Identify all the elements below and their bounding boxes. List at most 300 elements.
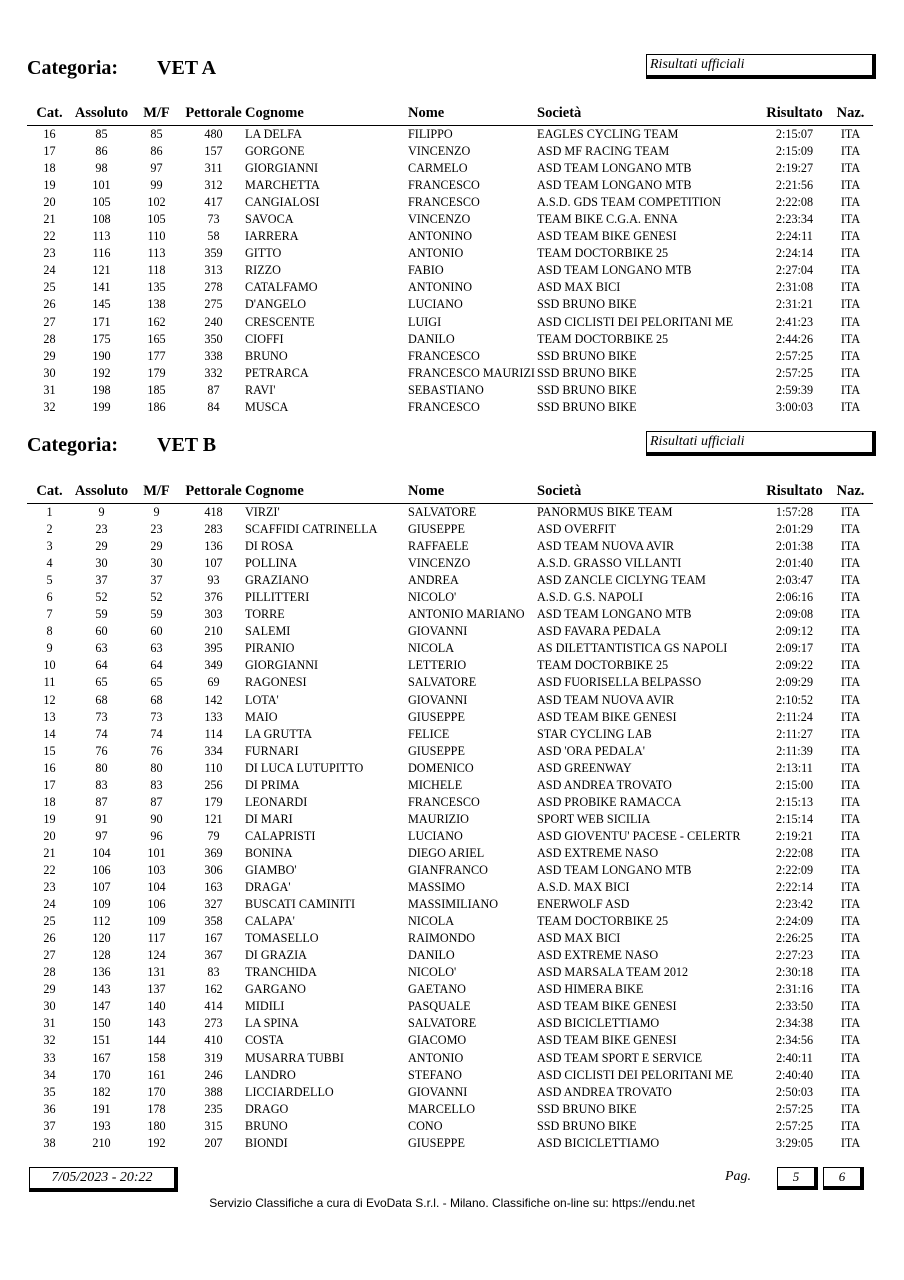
cell-cat: 22 [43, 863, 56, 877]
cell-risultato: 1:57:28 [775, 505, 814, 520]
cell-pettorale: 107 [204, 556, 223, 571]
table-row [27, 657, 873, 674]
cell-societa: ASD OVERFIT [537, 522, 616, 537]
cell-naz: ITA [840, 777, 861, 792]
cell-naz: ITA [840, 999, 861, 1014]
table-row [27, 998, 873, 1015]
column-header-naz: Naz. [836, 482, 865, 499]
cell-nome: NICOLA [408, 914, 455, 929]
table-header [27, 479, 873, 504]
cell-assoluto: 52 [95, 590, 108, 605]
cell-risultato: 2:11:27 [776, 726, 813, 741]
cell-cognome: LA DELFA [245, 127, 302, 142]
cell-risultato: 2:22:14 [775, 880, 814, 895]
cell-pettorale: 240 [204, 314, 223, 329]
cell-nome: FRANCESCO [408, 178, 480, 193]
cell-assoluto: 91 [95, 811, 108, 826]
cell-cognome: CALAPRISTI [245, 828, 316, 843]
table-row [27, 930, 873, 947]
cell-societa: ASD TEAM LONGANO MTB [537, 161, 692, 176]
column-header-nome: Nome [408, 104, 445, 121]
cell-cognome: RAGONESI [245, 675, 307, 690]
cell-mf: 83 [150, 777, 163, 792]
cell-societa: EAGLES CYCLING TEAM [537, 127, 679, 142]
cell-nome: GIUSEPPE [408, 522, 465, 537]
cell-cognome: GIAMBO' [245, 863, 297, 877]
cell-assoluto: 116 [92, 246, 111, 261]
cell-naz: ITA [840, 331, 861, 346]
cell-nome: SEBASTIANO [408, 382, 484, 397]
table-row [27, 640, 873, 657]
cell-cat: 24 [43, 263, 56, 278]
cell-nome: GIUSEPPE [408, 709, 465, 724]
cell-assoluto: 23 [95, 522, 108, 537]
cell-societa: ASD MF RACING TEAM [537, 144, 670, 159]
table-row [27, 1135, 873, 1152]
cell-mf: 105 [147, 212, 166, 227]
cell-nome: ANTONINO [408, 229, 473, 244]
column-header-cat: Cat. [36, 104, 63, 121]
cell-cognome: GIORGIANNI [245, 161, 319, 176]
cell-risultato: 2:57:25 [775, 365, 814, 380]
cell-mf: 9 [153, 505, 160, 520]
table-row [27, 794, 873, 811]
column-header-risultato: Risultato [766, 482, 823, 499]
cell-nome: GIUSEPPE [408, 1135, 465, 1150]
cell-cat: 13 [43, 709, 56, 724]
official-results-box: Risultati ufficiali [646, 431, 876, 456]
cell-risultato: 2:40:11 [776, 1050, 813, 1065]
cell-mf: 180 [147, 1118, 166, 1133]
cell-pettorale: 358 [204, 914, 223, 929]
cell-assoluto: 59 [95, 607, 108, 622]
cell-societa: ASD TEAM LONGANO MTB [537, 178, 692, 193]
cell-mf: 185 [147, 382, 166, 397]
cell-naz: ITA [840, 263, 861, 278]
cell-assoluto: 63 [95, 641, 108, 656]
cell-nome: MASSIMO [408, 880, 465, 895]
cell-societa: ASD CICLISTI DEI PELORITANI ME [537, 1067, 734, 1082]
cell-cat: 19 [43, 178, 56, 193]
cell-cognome: BRUNO [245, 348, 288, 363]
cell-risultato: 2:15:00 [775, 777, 814, 792]
cell-risultato: 2:19:27 [775, 161, 814, 176]
cell-pettorale: 369 [204, 845, 223, 860]
cell-pettorale: 273 [204, 1016, 223, 1031]
cell-cognome: RIZZO [245, 263, 281, 278]
cell-cat: 38 [43, 1135, 56, 1150]
table-row [27, 348, 873, 365]
cell-mf: 117 [147, 931, 166, 946]
cell-cognome: CRESCENTE [245, 314, 315, 329]
cell-mf: 192 [147, 1135, 166, 1150]
cell-assoluto: 108 [92, 212, 111, 227]
cell-assoluto: 136 [92, 965, 111, 980]
cell-mf: 76 [150, 743, 163, 758]
cell-nome: ANTONIO MARIANO [408, 607, 525, 622]
cell-nome: MARCELLO [408, 1101, 476, 1116]
table-row [27, 160, 873, 177]
table-row [27, 589, 873, 606]
cell-cat: 16 [43, 760, 56, 775]
table-row [27, 879, 873, 896]
cell-mf: 101 [147, 845, 166, 860]
cell-societa: A.S.D. GRASSO VILLANTI [537, 556, 682, 571]
table-row [27, 726, 873, 743]
cell-societa: TEAM BIKE C.G.A. ENNA [537, 212, 678, 227]
official-results-box: Risultati ufficiali [646, 54, 876, 79]
table-row [27, 862, 873, 879]
cell-cat: 36 [43, 1101, 56, 1116]
cell-mf: 106 [147, 897, 166, 912]
cell-cognome: SALEMI [245, 624, 291, 639]
cell-naz: ITA [840, 144, 861, 159]
cell-naz: ITA [840, 195, 861, 210]
table-row [27, 211, 873, 228]
table-row [27, 538, 873, 555]
cell-cat: 23 [43, 880, 56, 895]
cell-pettorale: 256 [204, 777, 223, 792]
cell-pettorale: 114 [204, 726, 223, 741]
cell-risultato: 2:15:13 [775, 794, 814, 809]
cell-risultato: 2:27:23 [775, 948, 814, 963]
cell-cat: 22 [43, 229, 56, 244]
cell-naz: ITA [840, 607, 861, 622]
table-row [27, 1032, 873, 1049]
cell-cat: 4 [46, 556, 53, 571]
cell-cat: 14 [43, 726, 56, 741]
table-row [27, 828, 873, 845]
table-row [27, 194, 873, 211]
cell-cognome: VIRZI' [245, 505, 280, 520]
cell-pettorale: 79 [207, 828, 220, 843]
cell-assoluto: 64 [95, 658, 108, 673]
cell-nome: NICOLA [408, 641, 455, 656]
cell-societa: SSD BRUNO BIKE [537, 382, 637, 397]
cell-naz: ITA [840, 1084, 861, 1099]
cell-mf: 63 [150, 641, 163, 656]
cell-assoluto: 128 [92, 948, 111, 963]
cell-assoluto: 98 [95, 161, 108, 176]
cell-societa: A.S.D. G.S. NAPOLI [537, 590, 643, 605]
cell-nome: VINCENZO [408, 556, 471, 571]
cell-risultato: 2:27:04 [775, 263, 814, 278]
cell-cognome: LANDRO [245, 1067, 296, 1082]
cell-cognome: MUSARRA TUBBI [245, 1050, 344, 1065]
cell-nome: FILIPPO [408, 127, 453, 142]
table-row [27, 964, 873, 981]
cell-pettorale: 246 [204, 1067, 223, 1082]
category-label: Categoria: [27, 57, 119, 79]
cell-assoluto: 37 [95, 573, 108, 588]
cell-assoluto: 104 [92, 845, 111, 860]
column-header-cat: Cat. [36, 482, 63, 499]
cell-societa: ASD TEAM LONGANO MTB [537, 263, 692, 278]
cell-mf: 138 [147, 297, 166, 312]
cell-assoluto: 198 [92, 382, 111, 397]
cell-nome: ANTONINO [408, 280, 473, 295]
cell-pettorale: 480 [204, 127, 223, 142]
cell-societa: ASD FUORISELLA BELPASSO [537, 675, 702, 690]
table-row [27, 296, 873, 313]
table-row [27, 245, 873, 262]
cell-cat: 25 [43, 914, 56, 929]
cell-pettorale: 327 [204, 897, 223, 912]
cell-naz: ITA [840, 845, 861, 860]
cell-cat: 18 [43, 794, 56, 809]
cell-societa: ASD MAX BICI [537, 931, 621, 946]
cell-cat: 16 [43, 127, 56, 142]
cell-risultato: 2:31:21 [775, 297, 814, 312]
cell-naz: ITA [840, 1067, 861, 1082]
cell-societa: ENERWOLF ASD [537, 897, 630, 912]
cell-pettorale: 414 [204, 999, 223, 1014]
category-title [27, 434, 216, 457]
cell-risultato: 2:22:08 [775, 195, 814, 210]
cell-assoluto: 101 [92, 178, 111, 193]
cell-societa: ASD GIOVENTU' PACESE - CELERTR [537, 828, 741, 843]
cell-mf: 87 [150, 794, 163, 809]
cell-risultato: 2:24:14 [775, 246, 814, 261]
table-row [27, 365, 873, 382]
cell-nome: VINCENZO [408, 144, 471, 159]
cell-societa: ASD ANDREA TROVATO [537, 1084, 672, 1099]
cell-assoluto: 85 [95, 127, 108, 142]
cell-cat: 35 [43, 1084, 56, 1099]
column-header-societa: Società [537, 104, 582, 121]
table-row [27, 913, 873, 930]
cell-assoluto: 170 [92, 1067, 111, 1082]
cell-mf: 99 [150, 178, 163, 193]
cell-cognome: PIRANIO [245, 641, 295, 656]
cell-risultato: 2:13:11 [776, 760, 813, 775]
cell-naz: ITA [840, 229, 861, 244]
cell-assoluto: 190 [92, 348, 111, 363]
cell-naz: ITA [840, 505, 861, 520]
cell-naz: ITA [840, 931, 861, 946]
cell-risultato: 2:24:09 [775, 914, 814, 929]
table-row [27, 382, 873, 399]
cell-risultato: 3:00:03 [775, 399, 814, 414]
cell-cognome: MIDILI [245, 999, 285, 1014]
table-row [27, 606, 873, 623]
cell-pettorale: 162 [204, 982, 223, 997]
cell-pettorale: 376 [204, 590, 223, 605]
cell-mf: 90 [150, 811, 163, 826]
cell-nome: DIEGO ARIEL [408, 845, 485, 860]
cell-cat: 17 [43, 777, 56, 792]
cell-risultato: 2:10:52 [775, 692, 814, 707]
cell-mf: 68 [150, 692, 163, 707]
cell-pettorale: 349 [204, 658, 223, 673]
cell-cognome: CALAPA' [245, 914, 295, 929]
category-name: VET A [157, 57, 217, 79]
cell-assoluto: 120 [92, 931, 111, 946]
cell-cognome: DI LUCA LUTUPITTO [245, 760, 364, 775]
cell-pettorale: 133 [204, 709, 223, 724]
cell-cognome: GARGANO [245, 982, 306, 997]
cell-societa: ASD EXTREME NASO [537, 948, 659, 963]
cell-nome: ANTONIO [408, 246, 464, 261]
cell-cat: 34 [43, 1067, 56, 1082]
cell-naz: ITA [840, 1118, 861, 1133]
cell-cognome: DI ROSA [245, 539, 294, 554]
cell-assoluto: 167 [92, 1050, 111, 1065]
cell-cat: 21 [43, 212, 56, 227]
cell-mf: 118 [147, 263, 166, 278]
column-header-risultato: Risultato [766, 104, 823, 121]
cell-naz: ITA [840, 624, 861, 639]
cell-cognome: D'ANGELO [245, 297, 307, 312]
cell-assoluto: 210 [92, 1135, 111, 1150]
cell-mf: 109 [147, 914, 166, 929]
table-row [27, 331, 873, 348]
table-row [27, 1050, 873, 1067]
cell-naz: ITA [840, 348, 861, 363]
cell-risultato: 2:15:07 [775, 127, 814, 142]
cell-pettorale: 73 [207, 212, 220, 227]
column-header-cognome: Cognome [245, 104, 304, 121]
table-body [27, 126, 873, 416]
cell-mf: 161 [147, 1067, 166, 1082]
cell-cat: 26 [43, 297, 56, 312]
cell-societa: SSD BRUNO BIKE [537, 399, 637, 414]
cell-nome: GIACOMO [408, 1033, 467, 1048]
cell-cat: 18 [43, 161, 56, 176]
cell-nome: GAETANO [408, 982, 466, 997]
cell-societa: ASD ZANCLE CICLYNG TEAM [537, 573, 706, 588]
cell-cognome: PILLITTERI [245, 590, 310, 605]
column-header-naz: Naz. [836, 104, 865, 121]
cell-pettorale: 179 [204, 794, 223, 809]
cell-cognome: SAVOCA [245, 212, 294, 227]
table-row [27, 709, 873, 726]
column-header-pettorale: Pettorale [185, 482, 242, 499]
cell-nome: LUCIANO [408, 297, 463, 312]
cell-cat: 20 [43, 828, 56, 843]
cell-nome: VINCENZO [408, 212, 471, 227]
cell-societa: ASD TEAM SPORT E SERVICE [537, 1050, 703, 1065]
cell-naz: ITA [840, 914, 861, 929]
cell-mf: 137 [147, 982, 166, 997]
cell-assoluto: 83 [95, 777, 108, 792]
cell-cat: 21 [43, 845, 56, 860]
cell-pettorale: 275 [204, 297, 223, 312]
table-row [27, 811, 873, 828]
table-row [27, 1067, 873, 1084]
cell-societa: ASD TEAM BIKE GENESI [537, 1033, 677, 1048]
table-row [27, 623, 873, 640]
cell-cat: 33 [43, 1050, 56, 1065]
cell-pettorale: 210 [204, 624, 223, 639]
cell-cat: 8 [46, 624, 53, 639]
cell-nome: SALVATORE [408, 505, 477, 520]
cell-nome: FELICE [408, 726, 450, 741]
cell-assoluto: 171 [92, 314, 111, 329]
cell-societa: SSD BRUNO BIKE [537, 365, 637, 380]
cell-societa: ASD FAVARA PEDALA [537, 624, 661, 639]
cell-nome: LUIGI [408, 314, 442, 329]
cell-risultato: 2:44:26 [775, 331, 814, 346]
cell-nome: ANDREA [408, 573, 459, 588]
cell-naz: ITA [840, 399, 861, 414]
cell-cognome: LA GRUTTA [245, 726, 313, 741]
cell-assoluto: 76 [95, 743, 108, 758]
cell-risultato: 2:22:09 [775, 863, 814, 877]
cell-cat: 37 [43, 1118, 56, 1133]
cell-naz: ITA [840, 297, 861, 312]
cell-assoluto: 192 [92, 365, 111, 380]
cell-naz: ITA [840, 161, 861, 176]
cell-nome: LUCIANO [408, 828, 463, 843]
cell-societa: SPORT WEB SICILIA [537, 811, 651, 826]
cell-pettorale: 306 [204, 863, 223, 877]
cell-naz: ITA [840, 590, 861, 605]
cell-cognome: BONINA [245, 845, 293, 860]
cell-risultato: 2:24:11 [776, 229, 813, 244]
cell-nome: GIANFRANCO [408, 863, 488, 877]
cell-naz: ITA [840, 314, 861, 329]
cell-pettorale: 388 [204, 1084, 223, 1099]
cell-naz: ITA [840, 965, 861, 980]
table-body [27, 504, 873, 1152]
cell-cat: 30 [43, 999, 56, 1014]
cell-societa: SSD BRUNO BIKE [537, 297, 637, 312]
service-footer: Servizio Classifiche a cura di EvoData S.r.l. - Milano. Classifiche on-line su: https://endu.net [209, 1196, 695, 1210]
cell-societa: AS DILETTANTISTICA GS NAPOLI [537, 641, 728, 656]
cell-naz: ITA [840, 365, 861, 380]
cell-mf: 80 [150, 760, 163, 775]
cell-cognome: GRAZIANO [245, 573, 309, 588]
cell-assoluto: 193 [92, 1118, 111, 1133]
cell-mf: 30 [150, 556, 163, 571]
table-row [27, 504, 873, 522]
cell-cat: 29 [43, 348, 56, 363]
cell-naz: ITA [840, 692, 861, 707]
cell-mf: 135 [147, 280, 166, 295]
cell-cognome: POLLINA [245, 556, 298, 571]
cell-cognome: LEONARDI [245, 794, 308, 809]
cell-cat: 23 [43, 246, 56, 261]
cell-naz: ITA [840, 573, 861, 588]
cell-risultato: 2:15:14 [775, 811, 814, 826]
cell-pettorale: 87 [207, 382, 220, 397]
table-row [27, 279, 873, 296]
cell-risultato: 2:23:42 [775, 897, 814, 912]
cell-cognome: RAVI' [245, 382, 276, 397]
cell-risultato: 2:50:03 [775, 1084, 814, 1099]
table-row [27, 314, 873, 331]
table-row [27, 555, 873, 572]
column-header-assoluto: Assoluto [74, 482, 129, 499]
page-label: Pag. [725, 1169, 752, 1184]
cell-risultato: 2:41:23 [775, 314, 814, 329]
cell-naz: ITA [840, 709, 861, 724]
cell-assoluto: 30 [95, 556, 108, 571]
cell-societa: PANORMUS BIKE TEAM [537, 505, 673, 520]
cell-assoluto: 147 [92, 999, 111, 1014]
table-row [27, 177, 873, 194]
cell-nome: NICOLO' [408, 965, 457, 980]
cell-risultato: 2:33:50 [775, 999, 814, 1014]
cell-nome: SALVATORE [408, 1016, 477, 1031]
cell-naz: ITA [840, 382, 861, 397]
cell-cat: 31 [43, 382, 56, 397]
cell-cat: 9 [46, 641, 53, 656]
cell-risultato: 2:09:29 [775, 675, 814, 690]
cell-societa: A.S.D. MAX BICI [537, 880, 630, 895]
cell-naz: ITA [840, 556, 861, 571]
